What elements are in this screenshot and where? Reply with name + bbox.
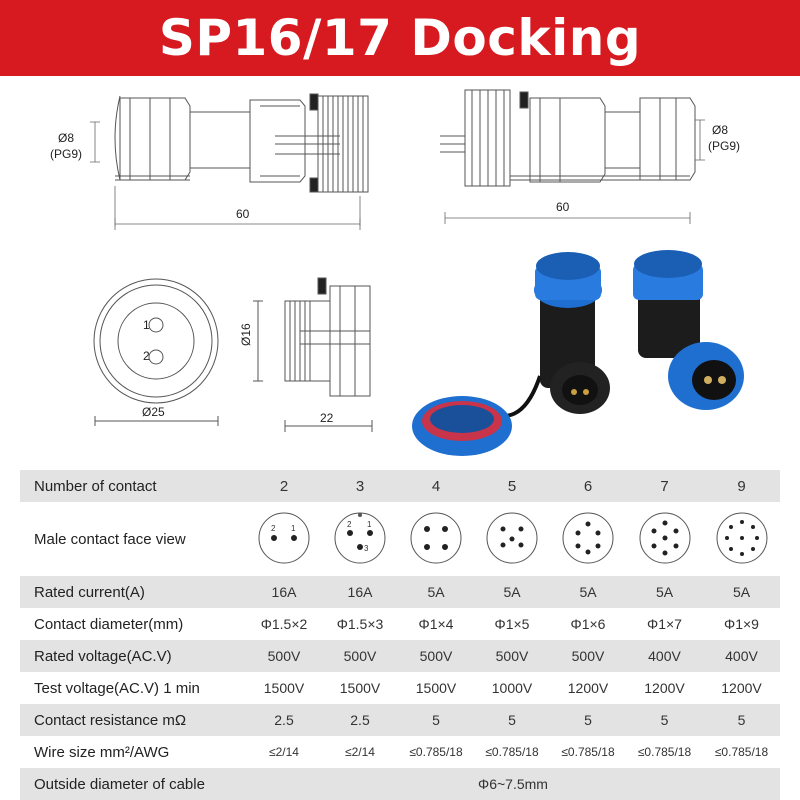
row-label: Rated current(A)	[20, 576, 246, 608]
row-label: Male contact face view	[34, 530, 186, 548]
row-label: Number of contact	[20, 470, 246, 502]
face-pin-1-label: 1	[143, 318, 150, 332]
cell: ≤0.785/18	[409, 745, 463, 759]
svg-text:2: 2	[271, 523, 276, 533]
front-face-drawing	[94, 279, 218, 426]
row-face-view	[20, 502, 780, 576]
cell: 5	[703, 704, 780, 736]
row-wire-size	[20, 736, 780, 768]
cell: ≤0.785/18	[637, 745, 692, 759]
row-rated-current	[20, 576, 780, 608]
row-contact-resistance	[20, 704, 780, 736]
face-view-3-pin	[322, 502, 398, 576]
cell: 1200V	[567, 680, 609, 696]
right-diameter-label: Ø8	[712, 123, 729, 137]
right-pg-label: (PG9)	[708, 139, 741, 153]
cell: ≤2/14	[345, 745, 375, 759]
title-banner	[0, 0, 800, 76]
row-label: Test voltage(AC.V) 1 min	[34, 679, 200, 697]
cell: 500V	[246, 640, 322, 672]
technical-drawings	[0, 76, 800, 468]
cell: Φ1×5	[494, 616, 530, 632]
row-label: Rated voltage(AC.V)	[20, 640, 246, 672]
page-title: SP16/17 Docking	[158, 9, 642, 67]
left-connector-drawing	[115, 94, 368, 192]
row-label: Contact diameter(mm)	[34, 615, 184, 633]
right-dimensions	[445, 120, 705, 224]
row-cable-diameter	[20, 768, 780, 800]
cell: 500V	[398, 640, 474, 672]
side-diameter-label: Ø16	[239, 323, 253, 346]
connector-photo	[412, 250, 744, 456]
spec-table	[20, 470, 780, 800]
cell: 2.5	[322, 704, 398, 736]
cell: ≤0.785/18	[714, 745, 769, 759]
cell: 500V	[322, 640, 398, 672]
cell: 1200V	[721, 680, 762, 696]
cell: 5A	[703, 576, 780, 608]
cell: 400V	[626, 640, 703, 672]
cell: ≤0.785/18	[485, 745, 539, 759]
column-header: 9	[703, 470, 780, 502]
cell: 1500V	[339, 680, 381, 696]
face-view-5-pin	[474, 502, 550, 576]
face-view-9-pin	[703, 502, 780, 576]
left-pg-label: (PG9)	[50, 147, 83, 161]
column-header: 2	[246, 470, 322, 502]
cell: 5A	[398, 576, 474, 608]
row-label: Outside diameter of cable	[20, 768, 246, 800]
left-length-label: 60	[236, 207, 250, 221]
face-view-6-pin	[550, 502, 626, 576]
face-view-7-pin	[626, 502, 703, 576]
column-header: 4	[398, 470, 474, 502]
face-diameter-label: Ø25	[142, 405, 165, 419]
panel-side-drawing	[253, 278, 372, 432]
face-pin-2-label: 2	[143, 349, 150, 363]
cell: 5	[626, 704, 703, 736]
cell: 500V	[550, 640, 626, 672]
row-number-of-contact	[20, 470, 780, 502]
column-header: 5	[474, 470, 550, 502]
svg-text:2: 2	[347, 519, 352, 529]
cable-diameter-value: Φ6~7.5mm	[246, 768, 780, 800]
left-diameter-label: Ø8	[58, 131, 75, 145]
cell: 1200V	[644, 680, 685, 696]
cell: 5	[474, 704, 550, 736]
row-label: Wire size mm²/AWG	[34, 743, 170, 761]
row-contact-diameter	[20, 608, 780, 640]
cell: 5A	[550, 576, 626, 608]
row-test-voltage	[20, 672, 780, 704]
cell: Φ1.5×2	[260, 616, 308, 632]
cell: ≤2/14	[269, 745, 299, 759]
cell: 2.5	[246, 704, 322, 736]
cell: 16A	[322, 576, 398, 608]
row-label: Contact resistance mΩ	[20, 704, 246, 736]
column-header: 7	[626, 470, 703, 502]
cell: 500V	[474, 640, 550, 672]
cell: 1500V	[263, 680, 305, 696]
cell: 1000V	[491, 680, 533, 696]
cell: Φ1.5×3	[336, 616, 384, 632]
face-view-2-pin	[246, 502, 322, 576]
svg-text:1: 1	[291, 523, 296, 533]
svg-text:1: 1	[367, 519, 372, 529]
cell: Φ1×4	[418, 616, 454, 632]
face-view-4-pin	[398, 502, 474, 576]
cell: Φ1×6	[570, 616, 606, 632]
right-connector-drawing	[440, 90, 695, 186]
cell: Φ1×7	[647, 616, 682, 632]
column-header: 6	[550, 470, 626, 502]
side-length-label: 22	[320, 411, 334, 425]
cell: ≤0.785/18	[561, 745, 615, 759]
cell: 5A	[474, 576, 550, 608]
right-length-label: 60	[556, 200, 570, 214]
cell: 16A	[246, 576, 322, 608]
cell: 5	[550, 704, 626, 736]
svg-text:3: 3	[364, 543, 369, 553]
column-header: 3	[322, 470, 398, 502]
cell: 400V	[703, 640, 780, 672]
cell: Φ1×9	[724, 616, 759, 632]
cell: 5	[398, 704, 474, 736]
cell: 1500V	[415, 680, 457, 696]
cell: 5A	[626, 576, 703, 608]
row-rated-voltage	[20, 640, 780, 672]
